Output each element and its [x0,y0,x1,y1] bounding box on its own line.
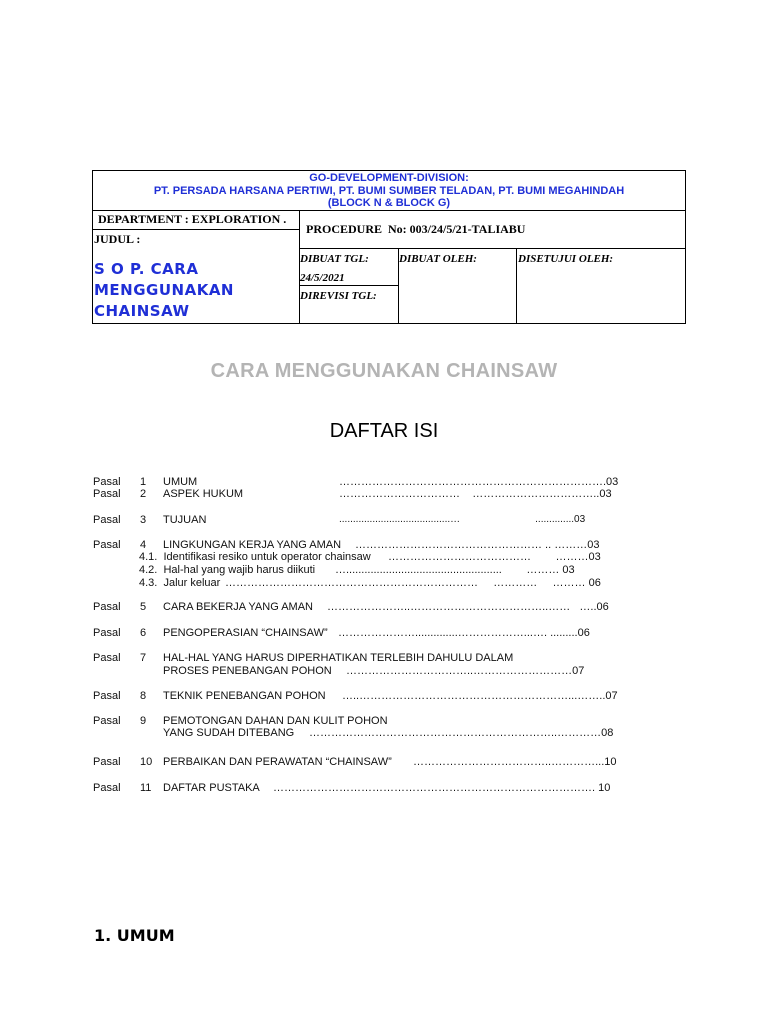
toc-item-dots: …………………..............………………...…. .........06 [338,627,590,639]
toc-item-dots: …………………………… ……………………………..03 [339,488,612,500]
toc-item-dots: ……………………………..………………………07 [346,665,585,677]
toc-number: 1 [140,476,147,488]
disetujui-oleh-label: DISETUJUI OLEH: [518,253,614,265]
toc-number: 7 [140,652,147,664]
procedure-label-text: PROCEDURE [306,222,383,236]
toc-subitem-title: 4.1. Identifikasi resiko untuk operator chainsaw [139,551,371,563]
toc-item-dots: ……………………………………………………………….03 [339,476,619,488]
toc-item-dots: ………………………………..…………...10 [413,756,617,768]
toc-number: 5 [140,601,147,613]
sop-title [94,259,234,322]
toc-item-title: ASPEK HUKUM [163,488,244,500]
toc-pasal: Pasal [93,782,121,794]
toc-item-title: PENGOPERASIAN “CHAINSAW” [163,627,328,639]
toc-pasal: Pasal [93,601,121,613]
dibuat-tgl-value: 24/5/2021 [300,272,345,284]
toc-item-title: PEMOTONGAN DAHAN DAN KULIT POHON [163,715,388,727]
toc-item-dots: ………………………………… ………03 [388,551,601,563]
toc-heading: DAFTAR ISI [329,420,439,442]
toc-number: 6 [140,627,147,639]
toc-item-dots: ……………………………………………………………………………. 10 [273,782,611,794]
toc-pasal: Pasal [93,539,121,551]
toc-number: 2 [140,488,147,500]
toc-number: 4 [140,539,147,551]
procedure-number: No: 003/24/5/21-TALIABU [388,222,526,236]
judul-label: JUDUL : [94,232,141,246]
dibuat-oleh-label: DIBUAT OLEH: [399,253,477,265]
toc-number: 11 [140,782,152,794]
toc-item-title: LINGKUNGAN KERJA YANG AMAN [163,539,342,551]
section-heading: 1. UMUM [94,926,175,945]
toc-item-title-cont: PROSES PENEBANGAN POHON [163,665,332,677]
toc-item-dots: …………………………………………………………..…………08 [309,727,614,739]
toc-pasal: Pasal [93,715,121,727]
toc-item-title: DAFTAR PUSTAKA [163,782,260,794]
toc-item-title-cont: YANG SUDAH DITEBANG [163,727,295,739]
document-title: CARA MENGGUNAKAN CHAINSAW [210,360,558,382]
toc-pasal: Pasal [93,627,121,639]
direvisi-tgl-label: DIREVISI TGL: [300,290,377,302]
toc-item-dots: ........................................… ..............03 [339,514,586,525]
toc-subitem-title: 4.3. Jalur keluar [139,577,221,589]
division-title: GO-DEVELOPMENT-DIVISION: [309,172,469,184]
toc-number: 8 [140,690,147,702]
toc-item-title: UMUM [163,476,198,488]
dibuat-tgl-label: DIBUAT TGL: [300,253,369,265]
block-names: (BLOCK N & BLOCK G) [327,197,451,209]
toc-pasal: Pasal [93,652,121,664]
toc-pasal: Pasal [93,514,121,526]
toc-pasal: Pasal [93,690,121,702]
toc-item-title: CARA BEKERJA YANG AMAN [163,601,313,613]
toc-item-dots: …………………………………………… .. ………03 [355,539,600,551]
toc-item-title: TEKNIK PENEBANGAN POHON [163,690,326,702]
toc-item-dots: …..…………………………………………………...……..07 [342,690,618,702]
toc-item-dots: …………………..………………………………..…… …..06 [327,601,609,613]
toc-item-dots: …………………………………………………………… ………… ……… 06 [225,577,601,589]
toc-pasal: Pasal [93,488,121,500]
toc-item-title: HAL-HAL YANG HARUS DIPERHATIKAN TERLEBIH DAHULU DALAM [163,652,514,664]
sop-title-line: S O P. CARA [94,260,199,278]
toc-subitem-title: 4.2. Hal-hal yang wajib harus diikuti [139,564,316,576]
department-label: DEPARTMENT : EXPLORATION . [98,212,287,226]
procedure-label [306,222,525,237]
toc-pasal: Pasal [93,756,121,768]
toc-item-title: TUJUAN [163,514,207,526]
toc-number: 10 [140,756,153,768]
sop-title-line: MENGGUNAKAN [94,281,234,299]
toc-item-title: PERBAIKAN DAN PERAWATAN “CHAINSAW” [163,756,392,768]
toc-item-dots: …................................................... ……… 03 [335,564,575,576]
toc-pasal: Pasal [93,476,121,488]
company-names: PT. PERSADA HARSANA PERTIWI, PT. BUMI SUMBER TELADAN, PT. BUMI MEGAHINDAH [153,185,625,197]
toc-number: 9 [140,715,147,727]
sop-title-line: CHAINSAW [94,302,190,320]
toc-number: 3 [140,514,147,526]
